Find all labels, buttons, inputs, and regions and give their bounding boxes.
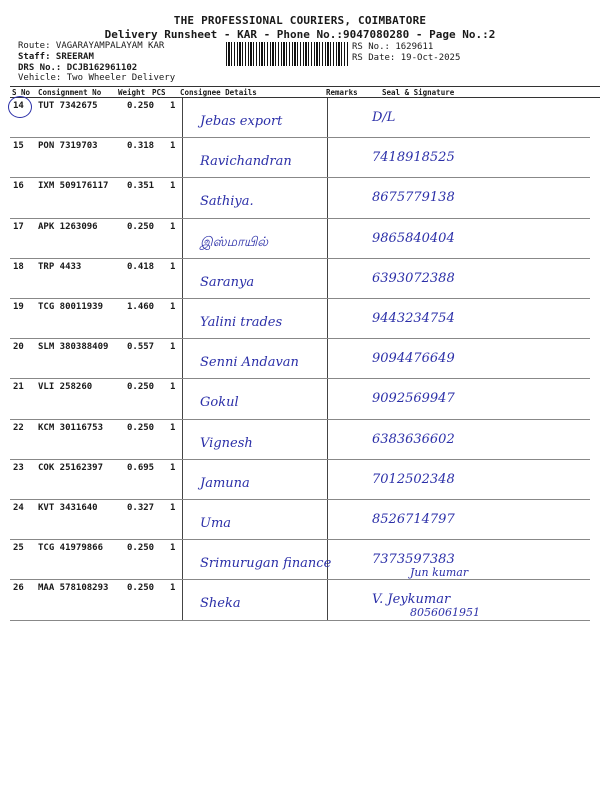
row-separator	[10, 378, 590, 379]
rs-no-label: RS No.: 1629611	[352, 42, 434, 52]
row-consignment-no: TUT 7342675	[38, 101, 98, 111]
row-consignment-no: APK 1263096	[38, 221, 98, 232]
row-consignee-handwritten: Ravichandran	[200, 154, 292, 170]
row-pcs: 1	[170, 261, 176, 272]
row-separator	[10, 298, 590, 299]
row-pcs: 1	[170, 422, 176, 433]
drs-label: DRS No.: DCJB162961102	[18, 63, 138, 73]
row-seal-signature: 7418918525	[372, 150, 455, 166]
row-sno: 16	[13, 181, 24, 192]
row-seal-signature: 7373597383	[372, 552, 455, 568]
col-pcs: PCS	[152, 88, 166, 97]
row-consignment-no: IXM 509176117	[38, 181, 109, 192]
row-weight: 0.250	[127, 382, 155, 393]
row-sno: 23	[13, 462, 24, 473]
row-sno: 17	[13, 221, 24, 232]
row-separator	[10, 338, 590, 339]
col-sno: S No	[12, 88, 31, 97]
row-seal-signature-extra: Jun kumar	[410, 566, 469, 580]
row-weight: 0.318	[127, 141, 155, 152]
row-consignee-handwritten: Gokul	[200, 395, 239, 411]
vehicle-label: Vehicle: Two Wheeler Delivery	[18, 73, 176, 83]
row-sno: 22	[13, 422, 24, 433]
route-label: Route: VAGARAYAMPALAYAM KAR	[18, 41, 165, 51]
row-separator	[10, 499, 590, 500]
row-seal-signature: 9094476649	[372, 351, 455, 367]
row-separator	[10, 218, 590, 219]
row-separator	[10, 539, 590, 540]
row-consignee-handwritten: இஸ்மாயில்	[200, 234, 268, 250]
row-consignment-no: SLM 380388409	[38, 342, 109, 353]
row-seal-signature-extra: 8056061951	[410, 606, 480, 620]
row-weight: 0.250	[127, 543, 155, 554]
row-consignee-handwritten: Senni Andavan	[200, 355, 299, 371]
row-seal-signature: 6393072388	[372, 270, 455, 286]
staff-label: Staff: SREERAM	[18, 52, 94, 62]
row-sno: 15	[13, 141, 24, 152]
row-consignment-no: KVT 3431640	[38, 503, 98, 513]
col-consignment: Consignment No	[38, 88, 102, 97]
row-consignee-handwritten: Saranya	[200, 274, 255, 290]
row-consignment-no: KCM 30116753	[38, 422, 104, 433]
row-weight: 0.327	[127, 503, 155, 513]
runsheet-subtitle: Delivery Runsheet - KAR - Phone No.:9047080280 - Page No.:2	[104, 28, 496, 41]
row-consignment-no: TCG 41979866	[38, 543, 104, 554]
row-pcs: 1	[170, 101, 176, 111]
row-separator	[10, 137, 590, 138]
row-separator	[10, 419, 590, 420]
row-pcs: 1	[170, 302, 176, 312]
row-weight: 0.695	[127, 462, 155, 473]
row-pcs: 1	[170, 462, 176, 473]
row-pcs: 1	[170, 583, 176, 594]
row-sno: 24	[13, 503, 24, 513]
row-seal-signature: V. Jeykumar	[372, 592, 451, 608]
row-seal-signature: 9443234754	[372, 311, 455, 326]
row-pcs: 1	[170, 221, 176, 232]
row-seal-signature: D/L	[372, 110, 396, 125]
row-separator	[10, 258, 590, 259]
row-weight: 0.250	[127, 101, 155, 111]
row-pcs: 1	[170, 503, 176, 513]
row-weight: 0.250	[127, 422, 155, 433]
header-top-rule	[10, 86, 600, 87]
row-pcs: 1	[170, 543, 176, 554]
col-seal: Seal & Signature	[382, 88, 455, 97]
row-seal-signature: 9865840404	[372, 230, 455, 246]
row-seal-signature: 7012502348	[372, 471, 455, 487]
col-consignee: Consignee Details	[180, 88, 257, 97]
row-consignee-handwritten: Sheka	[200, 596, 241, 612]
row-sno: 20	[13, 342, 24, 353]
row-sno: 14	[13, 101, 24, 111]
row-pcs: 1	[170, 181, 176, 192]
company-title: THE PROFESSIONAL COURIERS, COIMBATORE	[173, 14, 427, 27]
row-consignment-no: PON 7319703	[38, 141, 98, 152]
row-pcs: 1	[170, 342, 176, 353]
row-consignee-handwritten: Srimurugan finance	[200, 556, 332, 572]
row-seal-signature: 9092569947	[372, 391, 455, 407]
row-consignee-handwritten: Yalini trades	[200, 315, 283, 330]
col-weight: Weight	[118, 88, 146, 97]
row-separator	[10, 579, 590, 580]
row-sno: 19	[13, 302, 24, 312]
rs-date-label: RS Date: 19-Oct-2025	[352, 53, 461, 63]
header-bottom-rule	[10, 97, 600, 98]
row-consignment-no: TRP 4433	[38, 261, 82, 272]
row-consignment-no: COK 25162397	[38, 462, 104, 473]
row-consignee-handwritten: Sathiya.	[200, 194, 254, 210]
row-separator	[10, 459, 590, 460]
row-weight: 0.418	[127, 261, 155, 272]
row-separator	[10, 620, 590, 621]
row-seal-signature: 8526714797	[372, 512, 455, 527]
row-weight: 0.250	[127, 583, 155, 594]
row-pcs: 1	[170, 141, 176, 152]
row-weight: 0.250	[127, 221, 155, 232]
row-consignee-handwritten: Jamuna	[200, 475, 250, 491]
row-consignee-handwritten: Jebas export	[200, 114, 283, 129]
row-sno: 18	[13, 261, 24, 272]
row-weight: 0.557	[127, 342, 155, 353]
row-consignee-handwritten: Vignesh	[200, 435, 253, 451]
col-remarks: Remarks	[326, 88, 358, 97]
row-pcs: 1	[170, 382, 176, 393]
barcode	[226, 42, 348, 66]
row-weight: 1.460	[127, 302, 155, 312]
row-seal-signature: 8675779138	[372, 190, 455, 206]
row-consignment-no: MAA 578108293	[38, 583, 109, 594]
row-separator	[10, 177, 590, 178]
row-consignee-handwritten: Uma	[200, 516, 232, 531]
row-sno: 21	[13, 382, 24, 393]
row-weight: 0.351	[127, 181, 155, 192]
row-sno: 25	[13, 543, 24, 554]
row-seal-signature: 6383636602	[372, 431, 455, 447]
row-consignment-no: VLI 258260	[38, 382, 93, 393]
row-sno: 26	[13, 583, 24, 594]
row-consignment-no: TCG 80011939	[38, 302, 104, 312]
